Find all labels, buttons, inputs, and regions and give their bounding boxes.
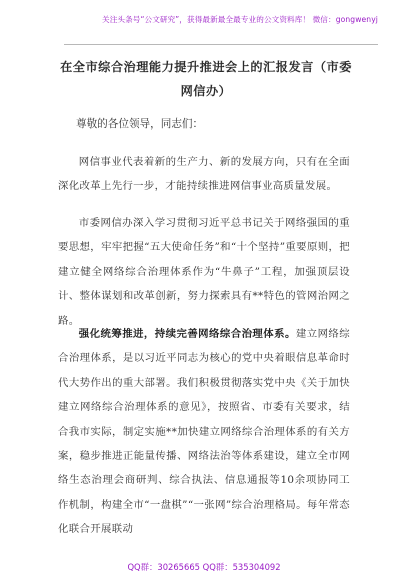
- paragraph-3: [58, 322, 350, 550]
- document-title: 在全市综合治理能力提升推进会上的汇报发言（市委网信办）: [60, 60, 352, 98]
- paragraph-3-lead: 强化统筹推进，持续完善网络综合治理体系。: [78, 328, 296, 340]
- header-divider: [64, 44, 378, 45]
- paragraph-2: 市委网信办深入学习贯彻习近平总书记关于网络强国的重要思想，牢牢把握“五大使命任务”和“十个坚持”重要原则，把建立健全网络综合治理体系作为“牛鼻子”工程，加强顶层设计、整体谋划和改革创新，努力探索具有**特色的管网治网之路。: [58, 217, 350, 327]
- footer-contact: QQ群：30265665 QQ群：535304092: [127, 562, 281, 572]
- paragraph-1: 网信事业代表着新的生产力、新的发展方向，只有在全面深化改革上先行一步，才能持续推进网信事业高质量发展。: [58, 156, 350, 193]
- salutation: 尊敬的各位领导，同志们：: [76, 118, 204, 130]
- paragraph-3-body: 建立网络综合治理体系，是以习近平同志为核心的党中央着眼信息革命时代大势作出的重大部署。我们积极贯彻落实党中央《关于加快建立网络综合治理体系的意见》，按照省、市委有关要求，结合我市实际，制定实施**加快建立网络综合治理体系的有关方案，稳步推进正能量传播、网络法治等体系建设，建立全市网络生态治理会商研判、综合执法、信息通报等10余项协同工作机制，构建全市“一盘棋”“一张网”综合治理格局。每年常态化联合开展联动: [58, 328, 350, 536]
- header-banner: 关注头条号“公文研究”，获得最新最全最专业的公文资料库！ 微信：gongwenyj: [102, 15, 378, 24]
